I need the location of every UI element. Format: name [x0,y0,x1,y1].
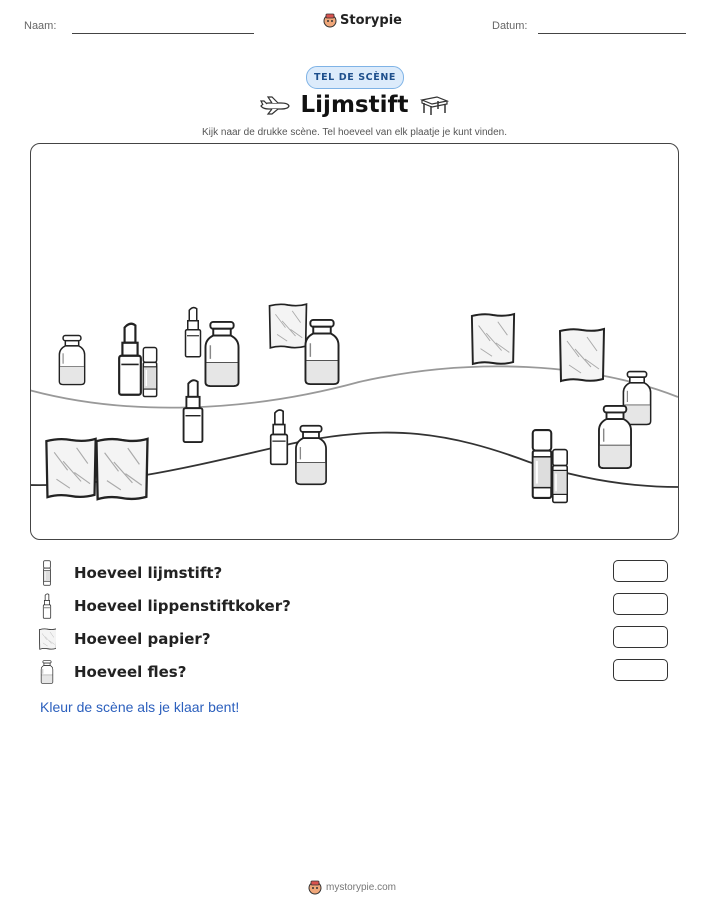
scene-lipstick [119,324,141,395]
date-label: Datum: [492,20,528,32]
date-field[interactable] [538,33,686,34]
scene-bottle [296,426,326,484]
answer-box-glue-stick[interactable] [613,560,668,582]
scene-paper [560,329,604,381]
scene-paper [46,439,95,497]
question-row-paper [38,626,211,652]
scene-lipstick [184,380,203,442]
paper-icon [38,626,56,652]
scene-glue-stick [533,430,552,498]
scene-glue-stick [143,347,156,396]
scene-bottle [623,372,650,425]
scene-bottle [205,322,238,386]
question-row-lipstick [38,593,291,619]
page-subtitle: Kijk naar de drukke scène. Tel hoeveel van elk plaatje je kunt vinden. [201,127,507,138]
storypie-mascot-icon [323,13,337,28]
page-title: Lijmstift [300,92,409,118]
scene-bottle [59,335,84,384]
question-label: Hoeveel papier? [74,630,211,648]
scene-paper [96,439,147,499]
scene-paper [270,304,307,348]
question-label: Hoeveel lippenstiftkoker? [74,597,291,615]
table-icon [419,94,449,116]
question-label: Hoeveel fles? [74,663,187,681]
scene-lipstick [186,308,201,357]
question-row-glue-stick [38,560,223,586]
storypie-logo [323,13,402,28]
lipstick-icon [38,593,56,619]
glue-stick-icon [38,560,56,586]
answer-box-paper[interactable] [613,626,668,648]
scene-bottle [305,320,338,384]
coloring-instruction: Kleur de scène als je klaar bent! [40,699,240,715]
activity-badge: TEL DE SCÈNE [306,66,404,89]
answer-box-lipstick[interactable] [613,593,668,615]
footer [308,880,396,895]
counting-scene [30,143,679,540]
scene-lipstick [271,410,288,464]
name-label: Naam: [24,20,57,32]
brand-name: Storypie [340,13,402,28]
storypie-mascot-icon [308,880,322,895]
question-label: Hoeveel lijmstift? [74,564,223,582]
name-field[interactable] [72,33,254,34]
footer-url[interactable]: mystorypie.com [326,882,397,893]
scene-paper [472,314,514,364]
scene-glue-stick [553,450,567,503]
bottle-icon [38,659,56,685]
question-row-bottle [38,659,187,685]
answer-box-bottle[interactable] [613,659,668,681]
